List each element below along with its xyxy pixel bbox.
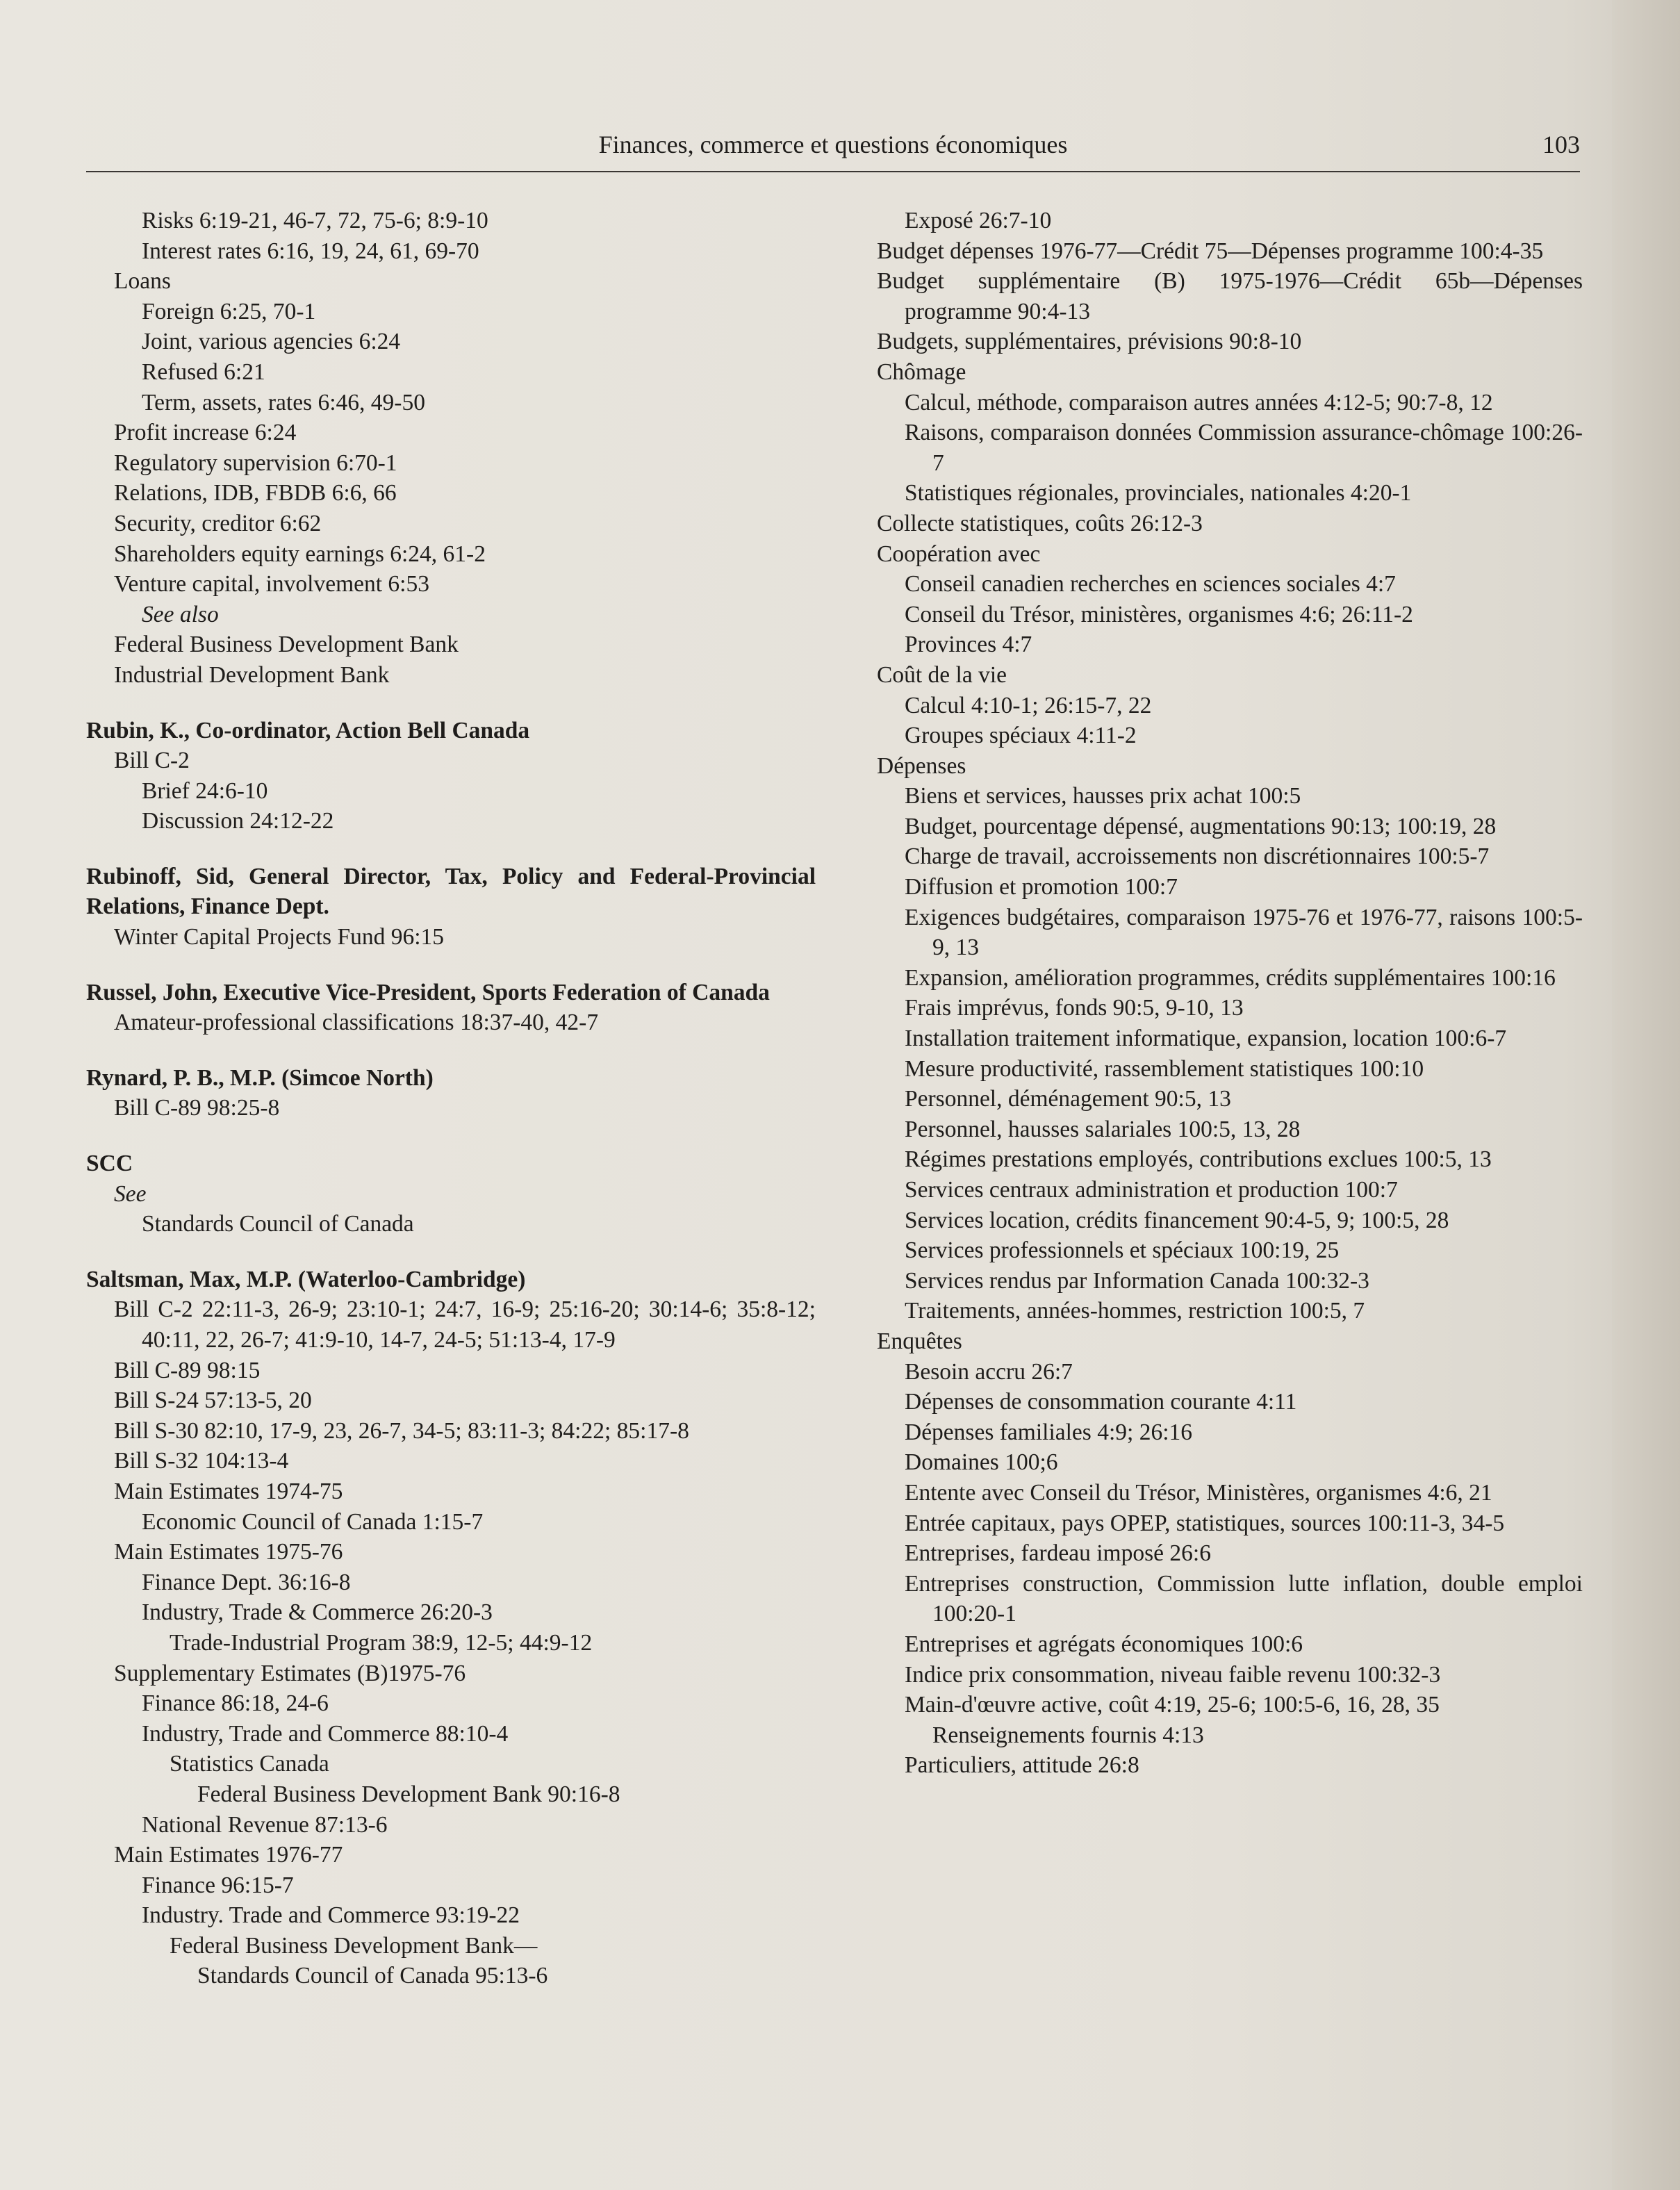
index-entry: See bbox=[114, 1180, 147, 1207]
index-entry: Entrée capitaux, pays OPEP, statistiques, sources 100:11-3, 34-5 bbox=[905, 1510, 1505, 1536]
header-rule bbox=[86, 171, 1580, 172]
index-entry: Loans bbox=[114, 268, 171, 295]
index-entry: Entreprises et agrégats économiques 100:6 bbox=[905, 1631, 1303, 1657]
index-entry: Biens et services, hausses prix achat 100:5 bbox=[905, 783, 1301, 809]
index-heading: Rynard, P. B., M.P. (Simcoe North) bbox=[86, 1064, 434, 1091]
index-entry: Joint, various agencies 6:24 bbox=[142, 329, 401, 355]
index-entry: Dépenses familiales 4:9; 26:16 bbox=[905, 1419, 1193, 1445]
index-entry: Exposé 26:7-10 bbox=[905, 208, 1052, 233]
index-entry: Standards Council of Canada 95:13-6 bbox=[197, 1963, 548, 1989]
index-entry: Expansion, amélioration programmes, crédits supplémentaires 100:16 bbox=[905, 964, 1556, 991]
index-entry: Shareholders equity earnings 6:24, 61-2 bbox=[114, 541, 486, 567]
index-entry: Federal Business Development Bank 90:16-8 bbox=[197, 1781, 620, 1807]
index-entry: Main-d'œuvre active, coût 4:19, 25-6; 100:5-6, 16, 28, 35 bbox=[905, 1692, 1440, 1718]
index-entry: Amateur-professional classifications 18:37-40, 42-7 bbox=[114, 1010, 599, 1036]
index-entry: Conseil du Trésor, ministères, organismes 4:6; 26:11-2 bbox=[905, 601, 1413, 627]
index-entry: Raisons, comparaison données Commission assurance-chômage 100:26-7 bbox=[905, 420, 1583, 476]
index-entry: Coopération avec bbox=[877, 541, 1041, 567]
index-entry: Foreign 6:25, 70-1 bbox=[142, 298, 316, 324]
index-heading: Russel, John, Executive Vice-President, Sports Federation of Canada bbox=[86, 979, 770, 1005]
index-entry: Term, assets, rates 6:46, 49-50 bbox=[142, 389, 425, 415]
index-entry: Budget supplémentaire (B) 1975-1976—Crédit 65b—Dépenses programme 90:4-13 bbox=[877, 268, 1583, 324]
index-heading: Rubinoff, Sid, General Director, Tax, Policy and Federal-Provincial Relations, Finance Dept. bbox=[86, 863, 816, 920]
index-entry: Personnel, déménagement 90:5, 13 bbox=[905, 1086, 1231, 1112]
index-entry: Bill C-2 bbox=[114, 748, 190, 774]
index-entry: Renseignements fournis 4:13 bbox=[932, 1722, 1204, 1748]
index-entry: Finance 96:15-7 bbox=[142, 1872, 294, 1898]
index-entry: Services location, crédits financement 90:4-5, 9; 100:5, 28 bbox=[905, 1207, 1449, 1233]
index-entry: Risks 6:19-21, 46-7, 72, 75-6; 8:9-10 bbox=[142, 208, 488, 233]
index-entry: Services rendus par Information Canada 100:32-3 bbox=[905, 1267, 1369, 1294]
index-entry: Interest rates 6:16, 19, 24, 61, 69-70 bbox=[142, 238, 479, 264]
index-entry: Bill S-24 57:13-5, 20 bbox=[114, 1388, 312, 1414]
index-entry: Winter Capital Projects Fund 96:15 bbox=[114, 924, 445, 950]
index-entry: Indice prix consommation, niveau faible revenu 100:32-3 bbox=[905, 1661, 1441, 1688]
index-entry: Besoin accru 26:7 bbox=[905, 1358, 1073, 1385]
index-column-left bbox=[86, 206, 816, 1991]
index-entry: Dépenses de consommation courante 4:11 bbox=[905, 1389, 1297, 1415]
index-entry: Charge de travail, accroissements non discrétionnaires 100:5-7 bbox=[905, 843, 1490, 870]
index-entry: Federal Business Development Bank— bbox=[170, 1932, 538, 1959]
index-entry: Régimes prestations employés, contributions exclues 100:5, 13 bbox=[905, 1146, 1492, 1173]
index-entry: Budget, pourcentage dépensé, augmentations 90:13; 100:19, 28 bbox=[905, 813, 1497, 839]
index-entry: See also bbox=[142, 601, 219, 627]
index-entry: Statistiques régionales, provinciales, nationales 4:20-1 bbox=[905, 480, 1412, 507]
index-entry: Traitements, années-hommes, restriction 100:5, 7 bbox=[905, 1298, 1365, 1324]
index-entry: Diffusion et promotion 100:7 bbox=[905, 874, 1178, 900]
index-entry: Relations, IDB, FBDB 6:6, 66 bbox=[114, 480, 397, 507]
index-entry: Industry, Trade & Commerce 26:20-3 bbox=[142, 1599, 493, 1626]
index-entry: Exigences budgétaires, comparaison 1975-76 et 1976-77, raisons 100:5-9, 13 bbox=[905, 904, 1583, 961]
index-entry: Venture capital, involvement 6:53 bbox=[114, 571, 429, 598]
index-entry: Entreprises construction, Commission lutte inflation, double emploi 100:20-1 bbox=[905, 1570, 1583, 1627]
index-entry: Provinces 4:7 bbox=[905, 632, 1032, 658]
index-entry: Security, creditor 6:62 bbox=[114, 510, 322, 536]
index-entry: Bill C-2 22:11-3, 26-9; 23:10-1; 24:7, 16-9; 25:16-20; 30:14-6; 35:8-12; 40:11, 22, 26-7; 41:9-10, 14-7, 24-5; 51:13-4, 17-9 bbox=[114, 1296, 816, 1353]
index-entry: Calcul, méthode, comparaison autres années 4:12-5; 90:7-8, 12 bbox=[905, 389, 1493, 415]
index-entry: Mesure productivité, rassemblement statistiques 100:10 bbox=[905, 1055, 1424, 1082]
index-entry: Profit increase 6:24 bbox=[114, 420, 297, 446]
index-entry: Chômage bbox=[877, 359, 966, 385]
index-entry: Main Estimates 1976-77 bbox=[114, 1842, 343, 1868]
index-entry: Industry, Trade and Commerce 88:10-4 bbox=[142, 1720, 509, 1747]
index-entry: Installation traitement informatique, expansion, location 100:6-7 bbox=[905, 1026, 1507, 1052]
index-entry: Bill C-89 98:15 bbox=[114, 1357, 261, 1383]
index-entry: Personnel, hausses salariales 100:5, 13, 28 bbox=[905, 1116, 1301, 1142]
page-gutter-shadow bbox=[1612, 0, 1680, 2190]
index-entry: Frais imprévus, fonds 90:5, 9-10, 13 bbox=[905, 995, 1244, 1021]
index-entry: Budgets, supplémentaires, prévisions 90:8-10 bbox=[877, 329, 1302, 355]
index-entry: Services centraux administration et production 100:7 bbox=[905, 1177, 1398, 1203]
index-entry: Enquêtes bbox=[877, 1328, 962, 1354]
index-entry: Bill S-30 82:10, 17-9, 23, 26-7, 34-5; 83:11-3; 84:22; 85:17-8 bbox=[114, 1417, 689, 1444]
index-entry: Discussion 24:12-22 bbox=[142, 808, 334, 834]
index-entry: Budget dépenses 1976-77—Crédit 75—Dépenses programme 100:4-35 bbox=[877, 238, 1544, 264]
index-entry: Refused 6:21 bbox=[142, 359, 265, 385]
index-entry: Regulatory supervision 6:70-1 bbox=[114, 450, 397, 476]
index-heading: Rubin, K., Co-ordinator, Action Bell Canada bbox=[86, 717, 530, 743]
index-entry: Dépenses bbox=[877, 752, 966, 779]
index-entry: Trade-Industrial Program 38:9, 12-5; 44:9-12 bbox=[170, 1629, 593, 1656]
index-entry: National Revenue 87:13-6 bbox=[142, 1811, 388, 1838]
index-entry: Statistics Canada bbox=[170, 1751, 329, 1777]
index-entry: Federal Business Development Bank bbox=[114, 632, 459, 658]
index-entry: Services professionnels et spéciaux 100:19, 25 bbox=[905, 1237, 1340, 1264]
index-entry: Calcul 4:10-1; 26:15-7, 22 bbox=[905, 692, 1152, 718]
index-entry: Industrial Development Bank bbox=[114, 661, 390, 688]
index-entry: Conseil canadien recherches en sciences sociales 4:7 bbox=[905, 571, 1396, 598]
index-entry: Bill S-32 104:13-4 bbox=[114, 1448, 289, 1474]
index-entry: Main Estimates 1975-76 bbox=[114, 1539, 343, 1565]
index-entry: Standards Council of Canada bbox=[142, 1211, 414, 1237]
running-header-title: Finances, commerce et questions économiques bbox=[598, 131, 1068, 158]
index-entry: Bill C-89 98:25-8 bbox=[114, 1095, 280, 1121]
running-header bbox=[86, 128, 1580, 170]
index-entry: Collecte statistiques, coûts 26:12-3 bbox=[877, 510, 1203, 536]
index-entry: Main Estimates 1974-75 bbox=[114, 1478, 343, 1504]
index-entry: Economic Council of Canada 1:15-7 bbox=[142, 1508, 484, 1535]
index-entry: Coût de la vie bbox=[877, 661, 1007, 688]
index-entry: Supplementary Estimates (B)1975-76 bbox=[114, 1660, 466, 1686]
index-entry: Finance 86:18, 24-6 bbox=[142, 1690, 329, 1717]
index-entry: Entreprises, fardeau imposé 26:6 bbox=[905, 1540, 1211, 1567]
index-entry: Brief 24:6-10 bbox=[142, 777, 268, 804]
index-column-right bbox=[877, 206, 1583, 1781]
index-entry: Entente avec Conseil du Trésor, Ministères, organismes 4:6, 21 bbox=[905, 1479, 1492, 1506]
index-entry: Finance Dept. 36:16-8 bbox=[142, 1569, 351, 1595]
page-number: 103 bbox=[1542, 131, 1580, 158]
index-entry: Domaines 100;6 bbox=[905, 1449, 1058, 1476]
index-entry: Industry. Trade and Commerce 93:19-22 bbox=[142, 1902, 520, 1929]
index-entry: Groupes spéciaux 4:11-2 bbox=[905, 723, 1137, 749]
index-heading: SCC bbox=[86, 1151, 133, 1177]
index-entry: Particuliers, attitude 26:8 bbox=[905, 1752, 1139, 1779]
index-heading: Saltsman, Max, M.P. (Waterloo-Cambridge) bbox=[86, 1266, 526, 1292]
